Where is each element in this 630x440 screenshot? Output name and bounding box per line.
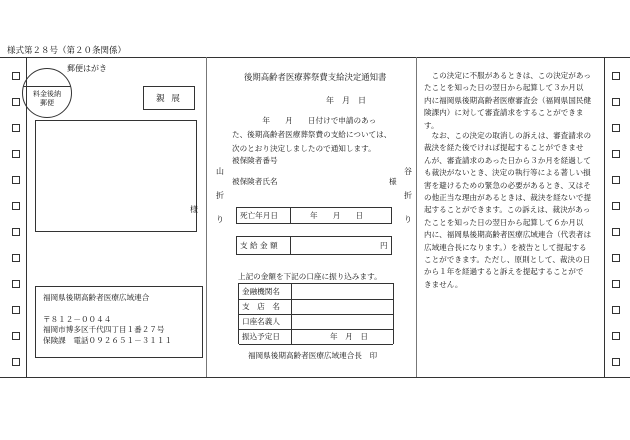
frame-bottom-line [0,377,630,378]
transfer-note: 上記の金額を下記の口座に振り込みます。 [238,272,382,281]
notice-title: 後期高齢者医療葬祭費支給決定通知書 [244,72,387,82]
sender-box [35,286,203,358]
stamp-line-1: 料金後納 [33,90,61,98]
postcard-title: 郵便はがき [67,64,107,73]
bank-name-label: 金融機関名 [242,287,280,296]
sender-address: 福岡市博多区千代四丁目１番２７号 [43,325,165,334]
stamp-line-2: 郵便 [40,99,54,107]
amount-unit: 円 [380,241,388,250]
frame-right-line [604,57,605,377]
addressee-box [35,120,197,232]
postage-stamp [22,68,72,118]
death-date-row [236,207,392,224]
fold-line-right [416,57,417,377]
transfer-date-value: 年 月 日 [330,332,368,341]
insured-number-label: 被保険者番号 [232,156,278,165]
transfer-date-label: 振込予定日 [242,332,280,341]
sender-dept: 保険課 電話０９２６５１－３１１１ [43,336,173,345]
insured-honorific: 様 [389,177,397,186]
appeal-paragraph-1: この決定に不服があるときは、この決定があっ たことを知った日の翌日から起算して３か月以 内に福岡県後期高齢者医療審査会（福岡県国民健 険課内）に対して審査請求をすることができま す。 [424,71,592,130]
notice-body: 年 月 日付けで申請のあっ た、後期高齢者医療葬祭費の支給については、 次のとおり決定しましたので通知します。 [232,116,392,153]
fold-line-left [206,57,207,377]
frame-top-line [0,57,630,58]
amount-row [236,236,392,255]
issuer-line: 福岡県後期高齢者医療広域連合長 印 [248,351,378,360]
notice-date: 年 月 日 [326,96,366,105]
branch-name-label: 支 店 名 [242,302,280,311]
sender-name: 福岡県後期高齢者医療広域連合 [43,293,150,302]
death-date-value: 年 月 日 [310,211,364,220]
personal-delivery-box [143,86,195,110]
insured-name-label: 被保険者氏名 [232,177,278,186]
death-date-label: 死亡年月日 [237,208,291,223]
bank-table [238,283,394,344]
addressee-honorific: 様 [190,205,198,214]
account-holder-label: 口座名義人 [242,317,280,326]
form-number: 様式第２８号（第２０条関係） [7,46,127,56]
sender-postal: 〒８１２－００４４ [43,315,112,324]
appeal-paragraph-2: なお、この決定の取消しの訴えは、審査請求の 裁決を経た後でければ提起することができませ んが、審査請求のあった日から３か月を経過して も裁決がないとき、決定の執行等による著しい損 害を避けるための緊急の必要があるとき、又はそ の他正当な理由があるときは、裁決を経ないで提 起することができます。この訴えは、裁決があっ たことを知った日の翌日から起算して６か月以 内に、福岡県後期高齢者医療広域連合（代表者は 広域連合長になります。）を被告として提起する ことができます。ただし、原則として、裁決の日 から１年を経過すると訴えを提起することがで きません。 [424,131,592,289]
personal-delivery-label: 親 展 [156,94,182,104]
amount-label: 支 給 金 額 [237,237,291,254]
